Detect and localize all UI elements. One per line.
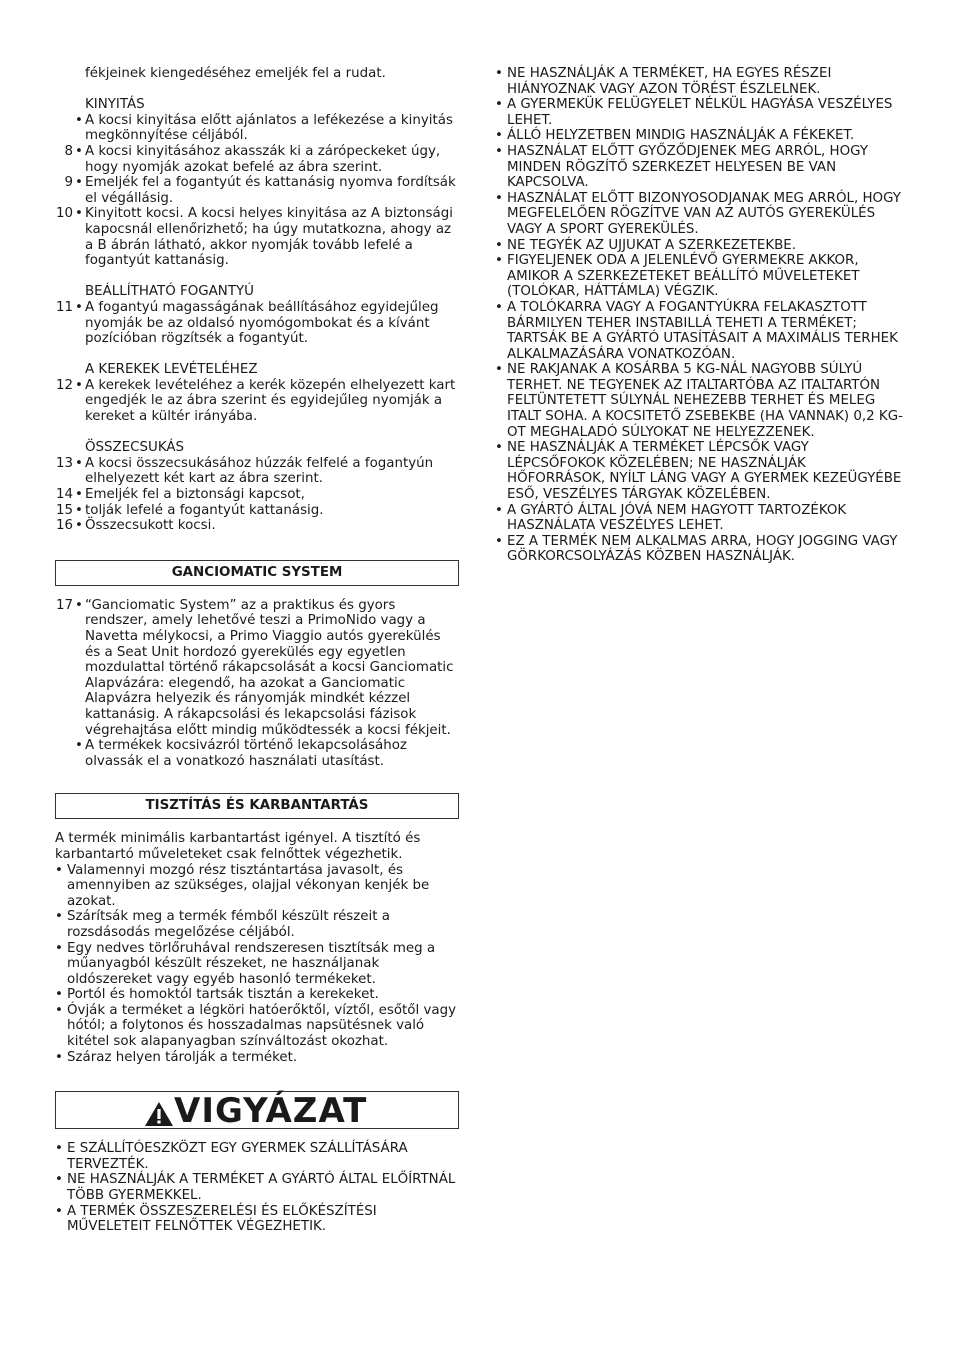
list-item: 14 • Emeljék fel a biztonsági kapcsot, — [55, 487, 305, 503]
section-heading: A KEREKEK LEVÉTELÉHEZ — [85, 362, 258, 378]
section-kerekek — [55, 362, 459, 424]
list-item: • Száraz helyen tárolják a terméket. — [55, 1050, 459, 1066]
item-number: 11 — [55, 299, 73, 315]
item-number: 8 — [64, 143, 73, 159]
item-text: A kocsi kinyitása előtt ajánlatos a lefékezése a kinyitás megkönnyítése céljából. — [85, 112, 453, 144]
item-number: 9 — [64, 175, 73, 191]
list-item: 15 • tolják lefelé a fogantyút kattanásig. — [55, 502, 324, 518]
list-item: • EZ A TERMÉK NEM ALKALMAS ARRA, HOGY JOGGING VAGY GÖRKORCSOLYÁZÁS KÖZBEN HASZNÁLJÁK. — [495, 534, 905, 565]
list-item: • NE HASZNÁLJÁK A TERMÉKET LÉPCSŐK VAGY LÉPCSŐFOKOK KÖZELÉBEN; NE HASZNÁLJÁK HŐFORRÁSOK, NYÍLT LÁNG VAGY A GYERMEK KEZEÜGYÉBE ESŐ, VESZÉLYES TÁRGYAK KÖZELÉBEN. — [495, 440, 905, 502]
list-item: • FIGYELJENEK ODA A JELENLÉVŐ GYERMEKRE AKKOR, AMIKOR A SZERKEZETEKET BEÁLLÍTÓ MŰVELETEKET (TOLÓKAR, HÁTTÁMLA) VÉGZIK. — [495, 253, 905, 300]
list-item: 10 • Kinyitott kocsi. A kocsi helyes kinyitása az A biztonsági kapocsnál ellenőrizhető; ha úgy mutatkozna, ahogy az a B ábrán látható, akkor nyomják tovább lefelé a fogantyút kattanásig. — [55, 206, 453, 269]
list-item: • Portól és homoktól tartsák tisztán a kerekeket. — [55, 987, 459, 1003]
item-text: Emeljék fel a biztonsági kapcsot, — [85, 487, 305, 503]
list-item: • NE HASZNÁLJÁK A TERMÉKET, HA EGYES RÉSZEI HIÁNYOZNAK VAGY AZON TÖRÉST ÉSZLELNEK. — [495, 66, 905, 97]
section-heading: KINYITÁS — [85, 97, 145, 113]
item-text: A kocsi összecsukásához húzzák felfelé a fogantyún elhelyezett két kart az ábra szerint. — [85, 455, 434, 487]
list-item: • Szárítsák meg a termék fémből készült részeit a rozsdásodás megelőzése céljából. — [55, 909, 459, 940]
item-number: 14 — [55, 487, 73, 503]
item-number: 16 — [55, 518, 73, 534]
item-number: 15 — [55, 502, 73, 518]
section-fogantyu — [55, 284, 459, 346]
list-item: • Valamennyi mozgó rész tisztántartása javasolt, és amennyiben az szükséges, olajjal vékonyan kenjék be azokat. — [55, 863, 459, 910]
section-tisztitas — [55, 831, 459, 1065]
list-item: • A TOLÓKARRA VAGY A FOGANTYÚKRA FELAKASZTOTT BÁRMILYEN TEHER INSTABILLÁ TEHETI A TERMÉKET; TARTSÁK BE A GYÁRTÓ UTASÍTÁSAIT A MAXIMÁLIS TERHEK ALKALMAZÁSÁRA VONATKOZÓAN. — [495, 300, 905, 362]
item-text: Összecsukott kocsi. — [85, 518, 216, 534]
list-item: 13 • A kocsi összecsukásához húzzák felfelé a fogantyún elhelyezett két kart az ábra szerint. — [55, 455, 434, 487]
list-item: • ÁLLÓ HELYZETBEN MINDIG HASZNÁLJÁK A FÉKEKET. — [495, 128, 905, 144]
list-item: • Egy nedves törlőruhával rendszeresen tisztítsák meg a műanyagból készült részeket, ne használjanak oldószereket vagy egyéb hasonló termékeket. — [55, 941, 459, 988]
item-text: tolják lefelé a fogantyút kattanásig. — [85, 502, 324, 518]
section-heading: BEÁLLÍTHATÓ FOGANTYÚ — [85, 284, 254, 300]
list-item: • HASZNÁLAT ELŐTT BIZONYOSODJANAK MEG ARRÓL, HOGY MEGFELELŐEN RÖGZÍTVE VAN AZ AUTÓS GYEREKÜLÉS VAGY A SPORT GYEREKÜLÉS. — [495, 191, 905, 238]
left-column — [55, 66, 459, 1235]
item-text: A kerekek levételéhez a kerék közepén elhelyezett kart engedjék le az ábra szerint és egyidejűleg nyomják a kereket a kültér irányába. — [85, 377, 456, 425]
list-item: • NE RAKJANAK A KOSÁRBA 5 KG-NÁL NAGYOBB SÚLYÚ TERHET. NE TEGYENEK AZ ITALTARTÓBA AZ ITALTARTÓN FELTÜNTETETT SÚLYNÁL NEHEZEBB TERHET ÉS MELEG ITALT SOHA. A KOCSITETŐ ZSEBEKBE (HA VANNAK) 0,2 KG-OT MEGHALADÓ SÚLYOKAT NE HELYEZZENEK. — [495, 362, 905, 440]
item-text: Emeljék fel a fogantyút és kattanásig nyomva fordítsák el végállásig. — [85, 175, 456, 206]
list-item: • HASZNÁLAT ELŐTT GYŐZŐDJENEK MEG ARRÓL, HOGY MINDEN RÖGZÍTŐ SZERKEZET HELYESEN BE VAN KAPCSOLVA. — [495, 144, 905, 191]
item-text: A kocsi kinyitásához akasszák ki a zárópeckeket úgy, hogy nyomják azokat befelé az ábra szerint. — [85, 143, 441, 175]
warning-title-box — [55, 1091, 459, 1132]
section-vigyazat — [55, 1141, 459, 1235]
list-item: • A TERMÉK ÖSSZESZERELÉSI ÉS ELŐKÉSZÍTÉSI MŰVELETEIT FELNŐTTEK VÉGEZHETIK. — [55, 1204, 459, 1235]
item-text: A termékek kocsivázról történő lekapcsolásához olvassák el a vonatkozó használati utasítást. — [85, 738, 407, 769]
warning-triangle-icon — [144, 1101, 174, 1127]
list-item: • E SZÁLLÍTÓESZKÖZT EGY GYERMEK SZÁLLÍTÁSÁRA TERVEZTÉK. — [55, 1141, 459, 1172]
ganciomatic-title-box: GANCIOMATIC SYSTEM — [55, 560, 459, 586]
intro-continuation: fékjeinek kiengedéséhez emeljék fel a rudat. — [85, 66, 386, 81]
list-item: 11 • A fogantyú magasságának beállításához egyidejűleg nyomják be az oldalsó nyomógombokat és a kívánt pozícióban rögzítsék a fogantyút. — [55, 299, 439, 347]
list-item: 17 • “Ganciomatic System” az a praktikus és gyors rendszer, amely lehetővé teszi a PrimoNido vagy a Navetta mélykocsi, a Primo Viaggio autós gyerekülés és a Seat Unit hordozó gyerekülés egy egyetlen mozdulattal történő rákapcsolását a kocsi Ganciomatic Alapvázára: elegendő, ha azokat a Ganciomatic Alapvázra helyezik és rányomják mindkét kézzel kattanásig. A rákapcsolási és lekapcsolási fázisok végrehajtása előtt mindig működtessék a kocsi fékjeit. — [55, 597, 454, 738]
list-item: • A kocsi kinyitása előtt ajánlatos a lefékezése a kinyitás megkönnyítése céljából. — [75, 112, 453, 144]
list-item: 9 • Emeljék fel a fogantyút és kattanásig nyomva fordítsák el végállásig. — [55, 175, 459, 206]
right-column — [495, 66, 905, 565]
tisztitas-title-box: TISZTÍTÁS ÉS KARBANTARTÁS — [55, 793, 459, 819]
list-item: • NE TEGYÉK AZ UJJUKAT A SZERKEZETEKBE. — [495, 238, 905, 254]
warning-title: VIGYÁZAT — [174, 1091, 368, 1132]
list-item: • NE HASZNÁLJÁK A TERMÉKET A GYÁRTÓ ÁLTAL ELŐÍRTNÁL TÖBB GYERMEKKEL. — [55, 1172, 459, 1203]
item-text: A fogantyú magasságának beállításához egyidejűleg nyomják be az oldalsó nyomógombokat és a kívánt pozícióban rögzítsék a fogantyút. — [85, 299, 439, 347]
section-kinyitas — [55, 97, 459, 269]
list-item: • A GYERMEKÜK FELÜGYELET NÉLKÜL HAGYÁSA VESZÉLYES LEHET. — [495, 97, 905, 128]
item-text: Kinyitott kocsi. A kocsi helyes kinyitása az A biztonsági kapocsnál ellenőrizhető; ha úgy mutatkozna, ahogy az a B ábrán látható, akkor nyomják tovább lefelé a fogantyút kattanásig. — [85, 206, 453, 269]
item-text: “Ganciomatic System” az a praktikus és gyors rendszer, amely lehetővé teszi a PrimoNido vagy a Navetta mélykocsi, a Primo Viaggio autós gyerekülés és a Seat Unit hordozó gyerekülés egy egyetlen mozdulattal történő rákapcsolását a kocsi Ganciomatic Alapvázára: elegendő, ha azokat a Ganciomatic Alapvázra helyezik és rányomják mindkét kézzel kattanásig. A rákapcsolási és lekapcsolási fázisok végrehajtása előtt mindig működtessék a kocsi fékjeit. — [85, 597, 454, 738]
list-item: • Óvják a terméket a légköri hatóerőktől, víztől, esőtől vagy hótól; a folytonos és hosszadalmas napsütésnek való kitétel sok alapanyagban színváltozást okozhat. — [55, 1003, 459, 1050]
list-item: 8 • A kocsi kinyitásához akasszák ki a zárópeckeket úgy, hogy nyomják azokat befelé az ábra szerint. — [55, 144, 459, 175]
item-number: 12 — [55, 377, 73, 393]
list-item: 12 • A kerekek levételéhez a kerék közepén elhelyezett kart engedjék le az ábra szerint és egyidejűleg nyomják a kereket a kültér irányába. — [55, 377, 456, 425]
tisztitas-intro: A termék minimális karbantartást igényel. A tisztító és karbantartó műveleteket csak felnőttek végezhetik. — [55, 831, 421, 862]
section-osszecsukas — [55, 440, 459, 534]
item-number: 13 — [55, 455, 73, 471]
section-ganciomatic — [55, 598, 459, 770]
item-number: 10 — [55, 206, 73, 222]
list-item: • A GYÁRTÓ ÁLTAL JÓVÁ NEM HAGYOTT TARTOZÉKOK HASZNÁLATA VESZÉLYES LEHET. — [495, 503, 905, 534]
list-item: 16 • Összecsukott kocsi. — [55, 518, 216, 534]
section-heading: ÖSSZECSUKÁS — [85, 440, 185, 456]
item-number: 17 — [55, 597, 73, 613]
list-item: • A termékek kocsivázról történő lekapcsolásához olvassák el a vonatkozó használati utasítást. — [75, 738, 407, 769]
